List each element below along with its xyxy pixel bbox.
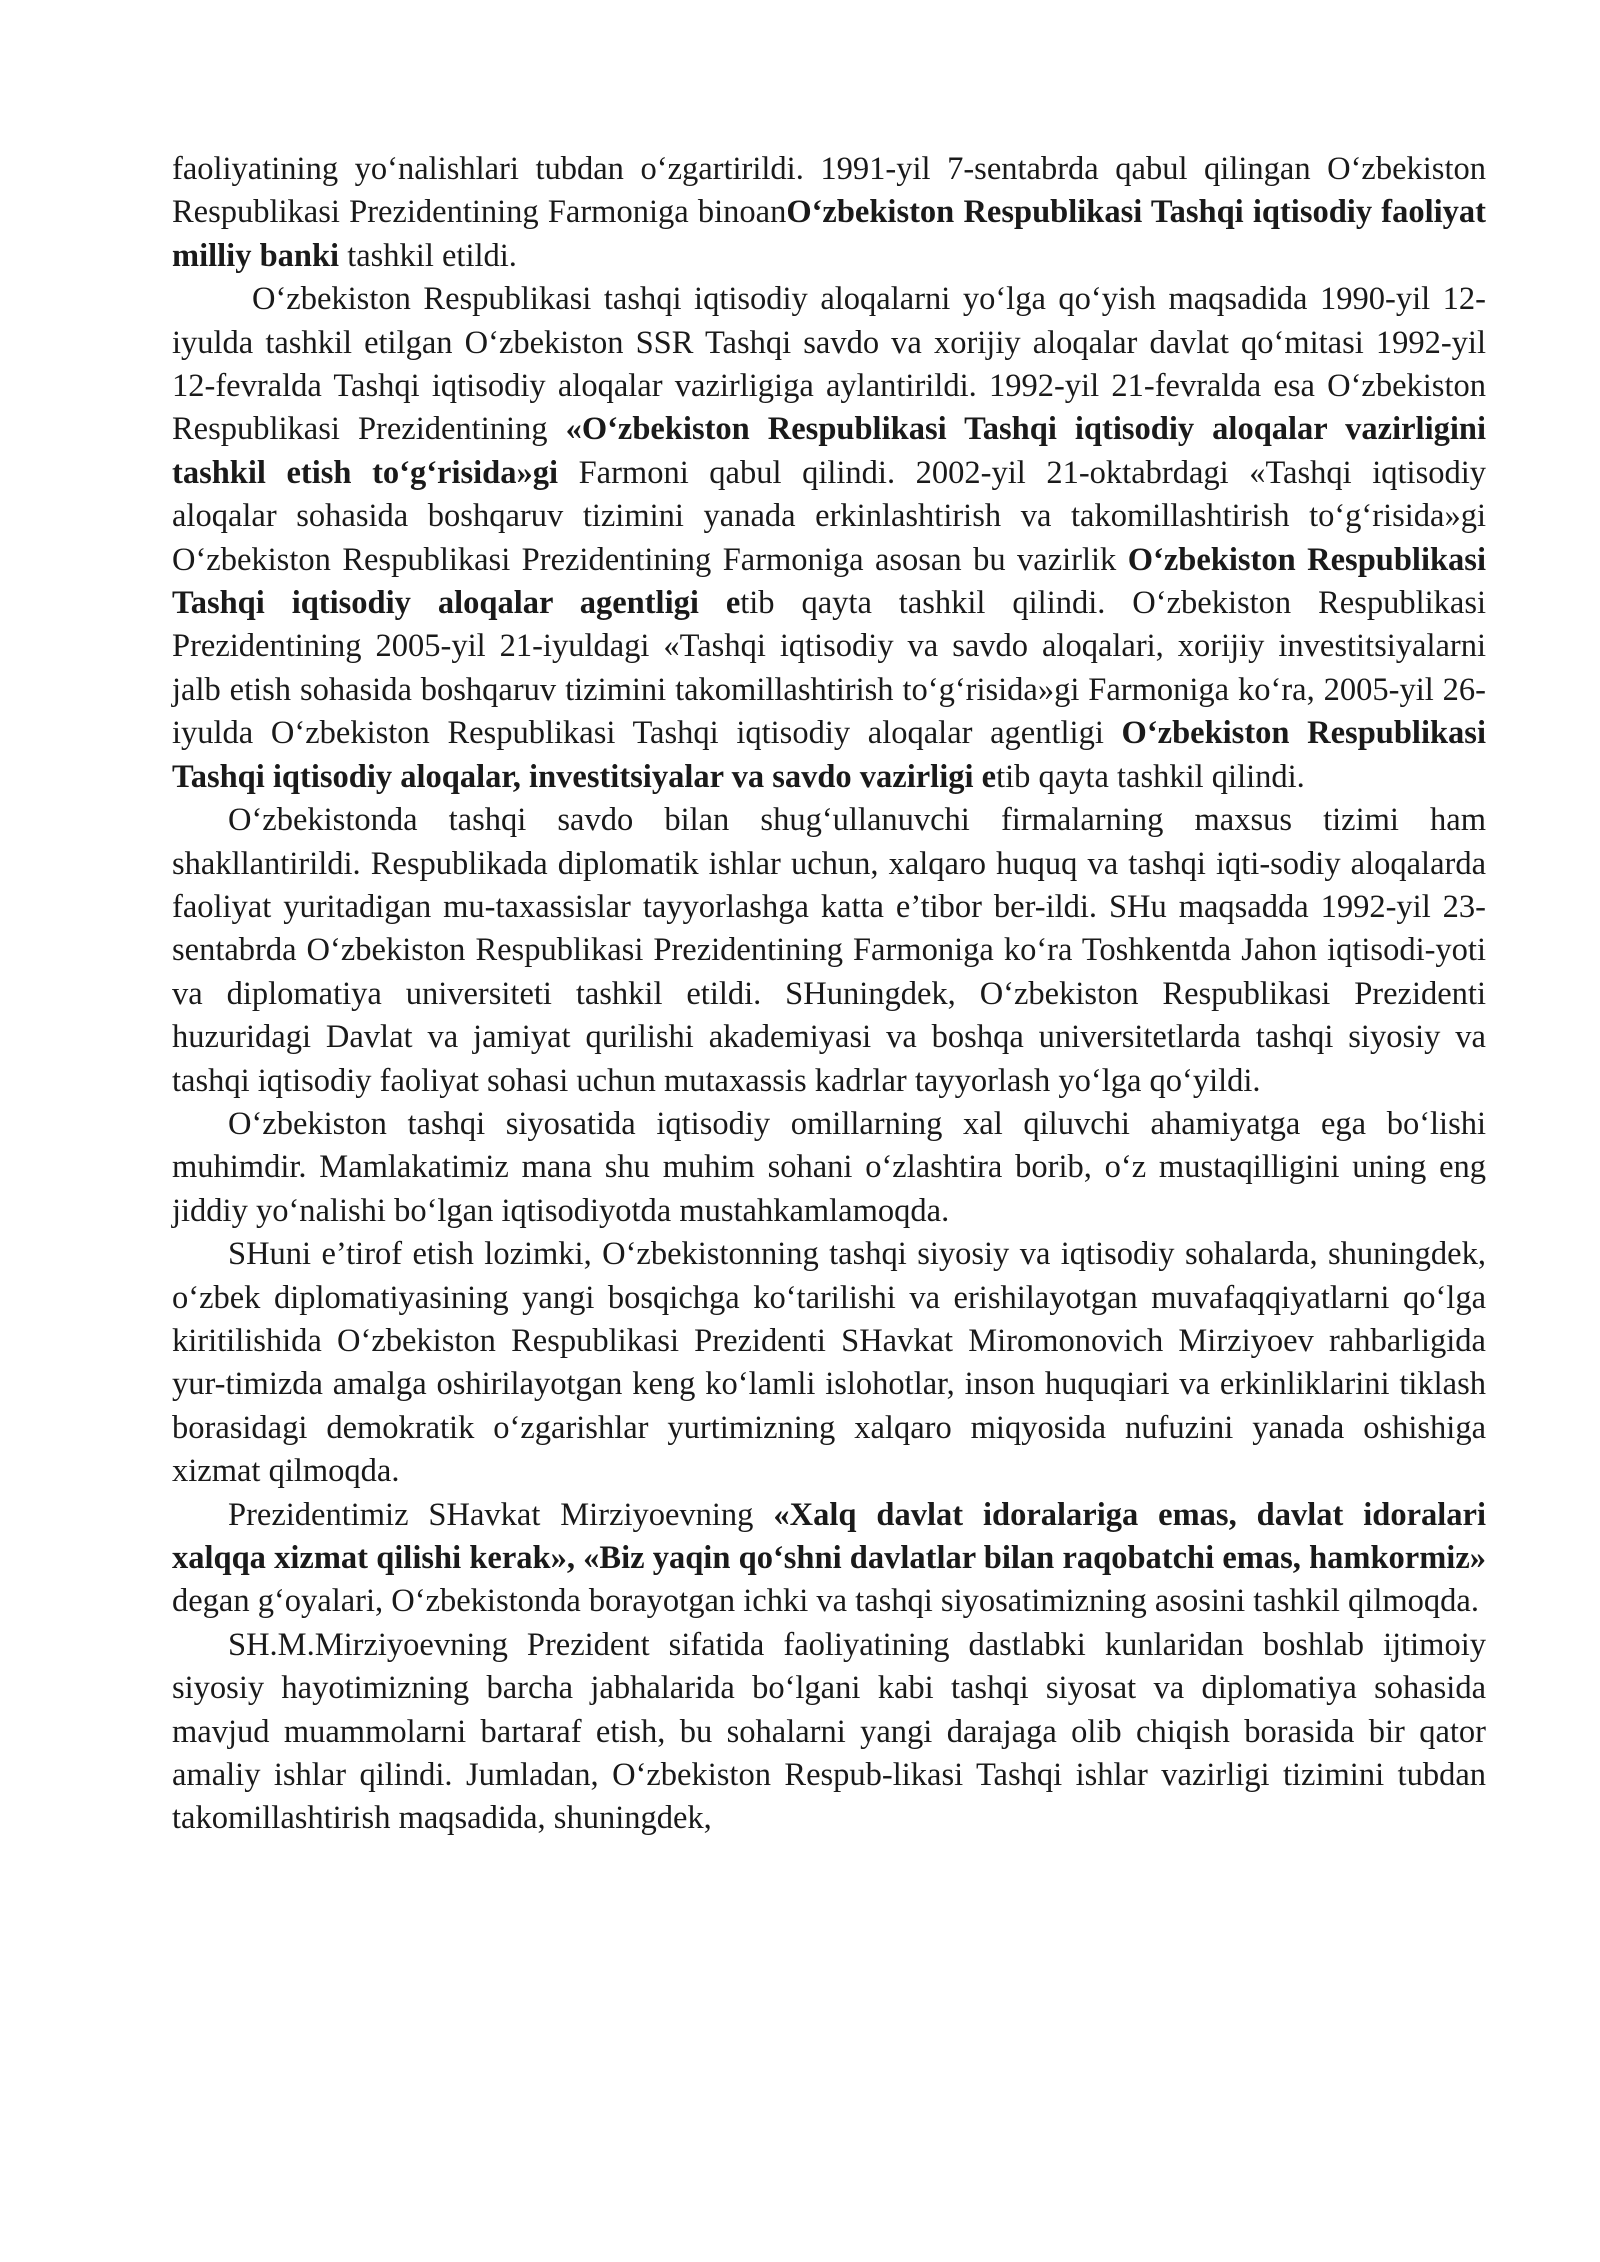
paragraph-5 <box>172 1233 1486 1493</box>
paragraph-2-text-d: tib qayta tashkil qilindi. <box>996 758 1305 795</box>
paragraph-6-bold-quotes: «Xalq davlat idoralariga emas, davlat idoralari xalqqa xizmat qilishi kerak», «Biz yaqin qoʻshni davlatlar bilan raqobatchi emas, hamkormiz» <box>172 1496 1486 1576</box>
paragraph-6-text-a: Prezidentimiz SHavkat Mirziyoevning <box>228 1496 774 1533</box>
paragraph-6-text-b: degan gʻoyalari, Oʻzbekistonda borayotgan ichki va tashqi siyosatimizning asosini tashkil qilmoqda. <box>172 1583 1479 1620</box>
paragraph-4 <box>172 1103 1486 1233</box>
paragraph-3-text: Oʻzbekistonda tashqi savdo bilan shugʻullanuvchi firmalarning maxsus tizimi ham shakllantirildi. Respublikada diplomatik ishlar uchun, xalqaro huquq va tashqi iqti-sodiy aloqalarda faoliyat yuritadigan mu-taxassislar tayyorlashga katta e’tibor ber-ildi. SHu maqsadda 1992-yil 23-sentabrda Oʻzbekiston Respublikasi Prezidentining Farmoniga koʻra Toshkentda Jahon iqtisodi-yoti va diplomatiya universiteti tashkil etildi. SHuningdek, Oʻzbekiston Respublikasi Prezidenti huzuridagi Davlat va jamiyat qurilishi akademiyasi va boshqa universitetlarda tashqi siyosiy va tashqi iqtisodiy faoliyat sohasi uchun mutaxassis kadrlar tayyorlash yoʻlga qoʻyildi. <box>172 802 1486 1099</box>
paragraph-7 <box>172 1624 1486 1841</box>
paragraph-2-bold-decree-title: «Oʻzbekiston Respublikasi Tashqi iqtisodiy aloqalar vazirligini tashkil etish toʻgʻrisida»gi <box>172 411 1487 491</box>
paragraph-1-text: faoliyatining yoʻnalishlari tubdan oʻzgartirildi. 1991-yil 7-sentabrda qabul qilingan Oʻzbekiston Respublikasi Prezidentining Farmoniga binoan <box>172 151 1486 231</box>
paragraph-7-text: SH.M.Mirziyoevning Prezident sifatida faoliyatining dastlabki kunlaridan boshlab ijtimoiy siyosiy hayotimizning barcha jabhalarida boʻlgani kabi tashqi siyosat va diplomatiya sohasida mavjud muammolarni bartaraf etish, bu sohalarni yangi darajaga olib chiqish borasida bir qator amaliy ishlar qilindi. Jumladan, Oʻzbekiston Respub-likasi Tashqi ishlar vazirligi tizimini tubdan takomillashtirish maqsadida, shuningdek, <box>172 1626 1486 1837</box>
document-page <box>172 148 1486 1841</box>
paragraph-2 <box>172 278 1486 799</box>
paragraph-2-text-b: Farmoni qabul qilindi. 2002-yil 21-oktabrdagi «Tashqi iqtisodiy aloqalar sohasida boshqaruv tizimini yanada erkinlashtirish va takomillashtirish toʻgʻrisida»gi Oʻzbekiston Respublikasi Prezidentining Farmoniga asosan bu vazirlik <box>172 454 1486 578</box>
paragraph-2-text-a: Oʻzbekiston Respublikasi tashqi iqtisodiy aloqalarni yoʻlga qoʻyish maqsadida 1990-yil 12-iyulda tashkil etilgan Oʻzbekiston SSR Tashqi savdo va xorijiy aloqalar davlat qoʻmitasi 1992-yil 12-fevralda Tashqi iqtisodiy aloqalar vazirligiga aylantirildi. 1992-yil 21-fevralda esa Oʻzbekiston Respublikasi Prezidentining <box>172 281 1486 448</box>
paragraph-1-text-end: tashkil etildi. <box>339 237 517 274</box>
paragraph-2-text-c: tib qayta tashkil qilindi. Oʻzbekiston Respublikasi Prezidentining 2005-yil 21-iyuldagi «Tashqi iqtisodiy va savdo aloqalari, xorijiy investitsiyalarni jalb etish sohasida boshqaruv tizimini takomillashtirish toʻgʻrisida»gi Farmoniga koʻra, 2005-yil 26-iyulda Oʻzbekiston Respublikasi Tashqi iqtisodiy aloqalar agentligi <box>172 585 1486 752</box>
paragraph-3 <box>172 799 1486 1103</box>
paragraph-4-text: Oʻzbekiston tashqi siyosatida iqtisodiy omillarning xal qiluvchi ahamiyatga ega boʻlishi muhimdir. Mamlakatimiz mana shu muhim sohani oʻzlashtira borib, oʻz mustaqilligini uning eng jiddiy yoʻnalishi boʻlgan iqtisodiyotda mustahkamlamoqda. <box>172 1105 1486 1229</box>
paragraph-2-bold-agency-name: Oʻzbekiston Respublikasi Tashqi iqtisodiy aloqalar agentligi e <box>172 541 1486 622</box>
paragraph-6 <box>172 1494 1486 1624</box>
paragraph-1-bold-bank-name: Oʻzbekiston Respublikasi Tashqi iqtisodiy faoliyat milliy banki <box>172 194 1486 274</box>
paragraph-5-text: SHuni e’tirof etish lozimki, Oʻzbekistonning tashqi siyosiy va iqtisodiy sohalarda, shuningdek, oʻzbek diplomatiyasining yangi bosqichga koʻtarilishi va erishilayotgan muvafaqqiyatlarni qoʻlga kiritilishida Oʻzbekiston Respublikasi Prezidenti SHavkat Miromonovich Mirziyoev rahbarligida yur-timizda amalga oshirilayotgan keng koʻlamli islohotlar, inson huquqiari va erkinliklarini tiklash borasidagi demokratik oʻzgarishlar yurtimizning xalqaro miqyosida nufuzini yanada oshishiga xizmat qilmoqda. <box>172 1236 1486 1490</box>
paragraph-1 <box>172 148 1486 278</box>
paragraph-2-bold-ministry-name: Oʻzbekiston Respublikasi Tashqi iqtisodiy aloqalar, investitsiyalar va savdo vazirligi e <box>172 715 1486 795</box>
